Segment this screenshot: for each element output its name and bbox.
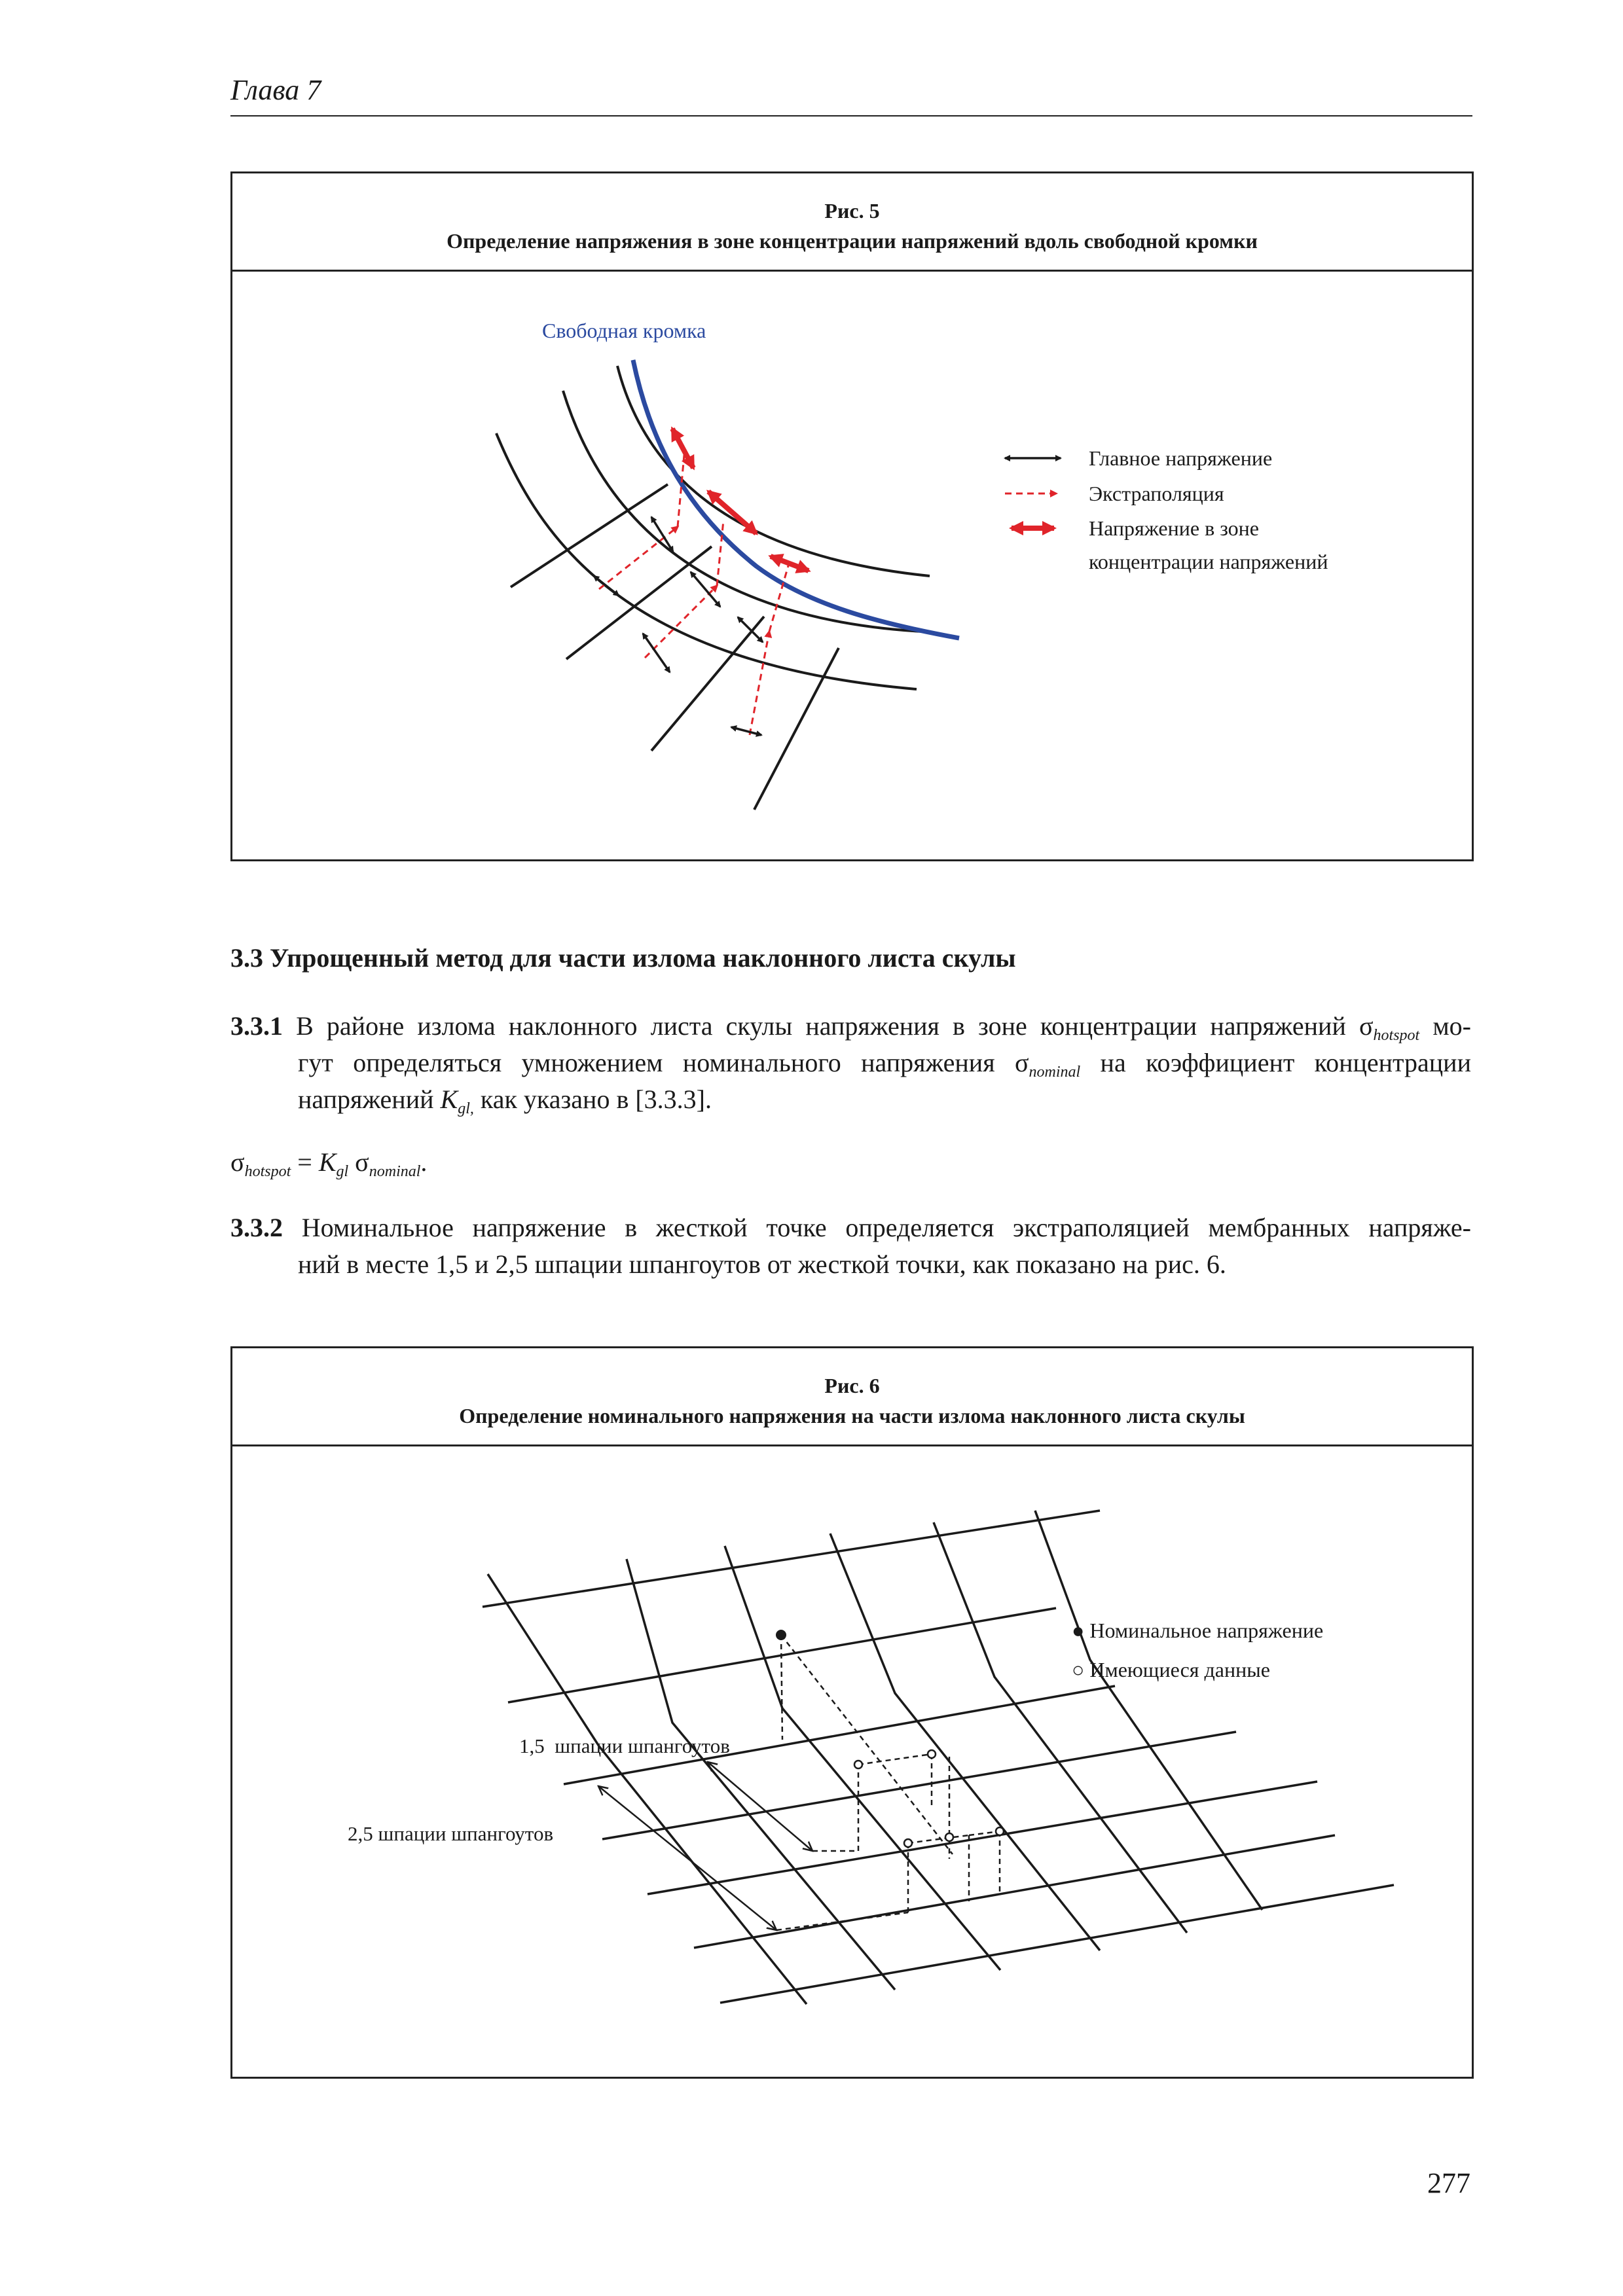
p332-line-1 — [230, 1210, 1471, 1246]
p331-text-3b: как указано в [3.3.3]. — [473, 1085, 712, 1114]
paragraph-3-3-2 — [230, 1210, 1471, 1283]
p331-text-1b: мо- — [1419, 1011, 1471, 1041]
p332-line-2: ний в месте 1,5 и 2,5 шпации шпангоутов от жесткой точки, как показано на рис. 6. — [298, 1249, 1226, 1279]
legend-hotspot-label-2: концентрации напряжений — [1089, 550, 1328, 573]
legend-available-label: ○ Имеющиеся данные — [1072, 1658, 1270, 1681]
figure-5-legend — [1005, 446, 1328, 573]
figure-6-drawing — [232, 1348, 1472, 2077]
formula-sigma-1: σ — [230, 1147, 245, 1177]
figure-5-title: Определение напряжения в зоне концентрации напряжений вдоль свободной кромки — [447, 229, 1258, 253]
formula-sub-gl: gl — [336, 1163, 349, 1180]
legend-hotspot-label-1: Напряжение в зоне — [1089, 516, 1259, 540]
legend-nominal-label: ● Номинальное напряжение — [1072, 1619, 1324, 1642]
figure-5 — [230, 171, 1474, 861]
figure-6-title: Определение номинального напряжения на части излома наклонного листа скулы — [459, 1404, 1245, 1427]
p331-sub-hotspot: hotspot — [1373, 1027, 1420, 1044]
legend-extrapolation-label: Экстраполяция — [1089, 482, 1224, 505]
figure-5-drawing — [232, 173, 1472, 859]
p331-text-2b: на коэффициент концентрации — [1080, 1048, 1471, 1077]
formula-k: K — [318, 1147, 337, 1177]
formula-sub-nominal: nominal — [369, 1163, 421, 1180]
p332-text-1: Номинальное напряжение в жесткой точке определяется экстраполяцией мембранных напряже- — [283, 1213, 1471, 1242]
figure-6-number: Рис. 6 — [824, 1374, 880, 1397]
legend-principal-label: Главное напряжение — [1089, 446, 1273, 470]
p331-text-3a: напряжений — [298, 1085, 441, 1114]
dimension-arrows — [598, 1762, 812, 1930]
plate-grid — [483, 1511, 1394, 2004]
section-heading: 3.3 Упрощенный метод для части излома наклонного листа скулы — [230, 943, 1016, 973]
free-edge-label: Свободная кромка — [542, 319, 706, 342]
mesh-lines — [496, 366, 930, 810]
header-rule — [230, 115, 1472, 117]
p331-text-2a: гут определяться умножением номинального напряжения σ — [298, 1048, 1029, 1077]
free-edge-line — [633, 360, 959, 638]
p331-line-2 — [230, 1045, 1471, 1081]
p331-line-3 — [230, 1081, 1471, 1118]
paragraph-3-3-1 — [230, 1008, 1471, 1118]
formula — [230, 1147, 428, 1180]
dim-label-1-5: 1,5 шпации шпангоутов — [519, 1734, 730, 1757]
p332-number: 3.3.2 — [230, 1213, 283, 1242]
p331-sub-gl: gl, — [458, 1100, 474, 1117]
figure-5-number: Рис. 5 — [824, 199, 880, 223]
formula-sub-hotspot: hotspot — [244, 1163, 291, 1180]
available-data-points — [854, 1750, 1004, 1847]
extrapolation-lines — [599, 455, 789, 735]
p331-text-1a: В районе излома наклонного листа скулы напряжения в зоне концентрации напряжений σ — [283, 1011, 1374, 1041]
p331-line-1 — [230, 1008, 1471, 1045]
page-number: 277 — [1427, 2167, 1470, 2199]
p331-number: 3.3.1 — [230, 1011, 283, 1041]
formula-equals: = — [291, 1147, 319, 1177]
formula-sigma-2: σ — [348, 1147, 369, 1177]
formula-end: . — [420, 1147, 428, 1177]
nominal-stress-point — [776, 1630, 786, 1640]
figure-6 — [230, 1346, 1474, 2079]
dim-label-2-5: 2,5 шпации шпангоутов — [348, 1822, 554, 1845]
chapter-header: Глава 7 — [230, 74, 321, 106]
p331-sub-nominal: nominal — [1029, 1064, 1081, 1081]
p331-k-symbol: K — [440, 1085, 458, 1114]
